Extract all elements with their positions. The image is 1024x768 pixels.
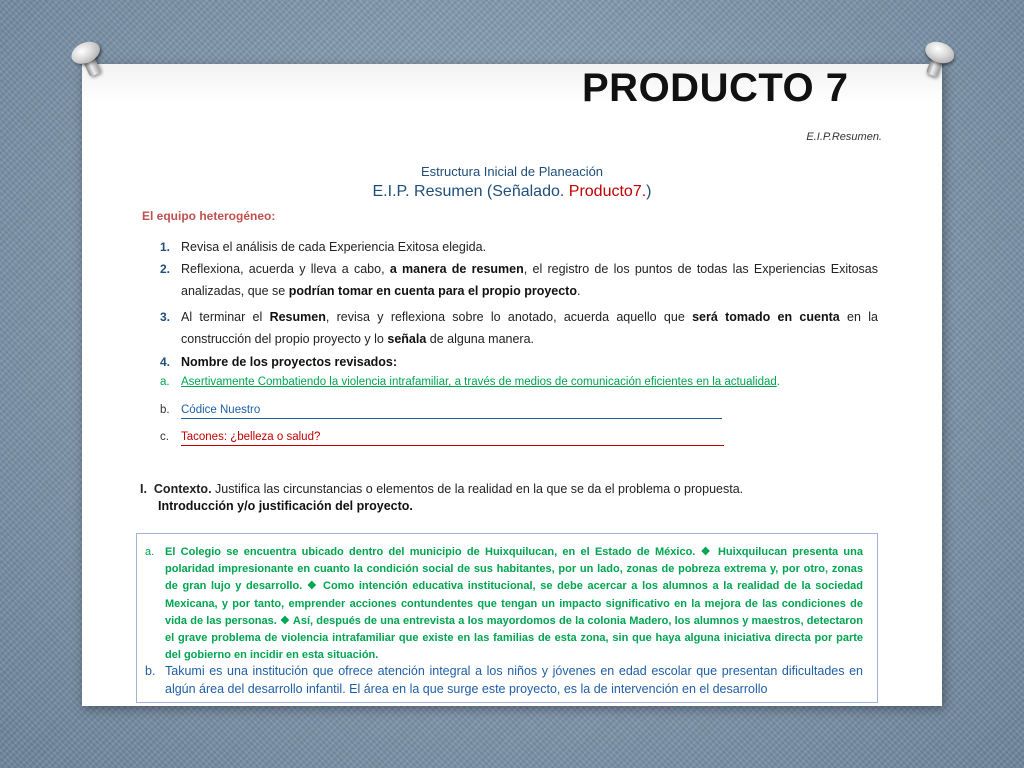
project-link[interactable]: Códice Nuestro [181, 404, 722, 419]
heading-product: Producto7. [568, 183, 647, 200]
project-link[interactable]: Tacones: ¿belleza o salud? [181, 431, 724, 446]
paragraph-letter: b. [145, 664, 156, 678]
step-item-4 [160, 351, 878, 373]
team-label: El equipo heterogéneo: [142, 209, 276, 223]
step-text: Revisa el análisis de cada Experiencia Exitosa elegida. [181, 240, 487, 254]
context-paragraph-a [145, 544, 863, 664]
paragraph-text: Takumi es una institución que ofrece atención integral a los niños y jóvenes en edad escolar que presentan dificultades en algún área del desarrollo infantil. El área en la que surge este proyecto, es la de intervención en el desarrollo [165, 664, 863, 696]
document-subtitle: Estructura Inicial de Planeación [420, 164, 604, 179]
step-number: 2. [160, 262, 171, 276]
heading-prefix: E.I.P. Resumen (Señalado. [372, 183, 565, 200]
project-letter: a. [160, 376, 170, 388]
section-number: I. [140, 482, 147, 496]
step-number: 3. [160, 310, 171, 324]
document-reference: E.I.P.Resumen. [806, 131, 882, 143]
step-item-1 [160, 236, 878, 258]
step-text: Al terminar el Resumen, revisa y reflexiona sobre lo anotado, acuerda aquello que será tomado en cuenta en la construcción del propio proyecto y lo señala de alguna manera. [181, 310, 878, 346]
heading-suffix: ) [646, 183, 652, 200]
step-text: Reflexiona, acuerda y lleva a cabo, a manera de resumen, el registro de los puntos de todas las Experiencias Exitosas analizadas, que se podrían tomar en cuenta para el propio proyecto. [181, 262, 878, 298]
project-letter: b. [160, 404, 170, 416]
step-number: 4. [160, 355, 171, 369]
step-number: 1. [160, 240, 171, 254]
project-link[interactable]: Asertivamente Combatiendo la violencia intrafamiliar, a través de medios de comunicación eficientes en la actualidad [181, 376, 777, 388]
context-box [136, 533, 878, 703]
step-item-3 [160, 306, 878, 350]
context-line [140, 482, 880, 496]
paragraph-letter: a. [145, 546, 155, 558]
context-label: Contexto. [153, 482, 212, 496]
project-letter: c. [160, 431, 169, 443]
step-item-2 [160, 258, 878, 302]
context-paragraph-b [145, 663, 863, 698]
context-text: Justifica las circunstancias o elementos de la realidad en la que se da el problema o propuesta. [215, 482, 744, 496]
document-heading [0, 183, 1024, 201]
step-text: Nombre de los proyectos revisados: [181, 355, 398, 369]
paragraph-text: El Colegio se encuentra ubicado dentro del municipio de Huixquilucan, en el Estado de México. ❖ Huixquilucan presenta una polaridad impresionante en cuanto la condición social de sus habitantes, por un lado, zonas de pobreza extrema y, por otro, zonas de gran lujo y desarrollo. ❖ Como intención educativa institucional, se debe acercar a los alumnos a la realidad de la sociedad Mexicana, y por tanto, emprender acciones contundentes que tengan un impacto significativo en la mejora de las condiciones de vida de las personas. ❖ Así, después de una entrevista a los mayordomos de la colonia Madero, los alumnos y maestros, detectaron el grave problema de violencia intrafamiliar que existe en las familias de esta zona, sin que haya alguna iniciativa directa por parte del gobierno en incidir en esta situación. [165, 546, 863, 662]
slide-title: PRODUCTO 7 [582, 66, 849, 110]
intro-label: Introducción y/o justificación del proyecto. [158, 499, 413, 513]
